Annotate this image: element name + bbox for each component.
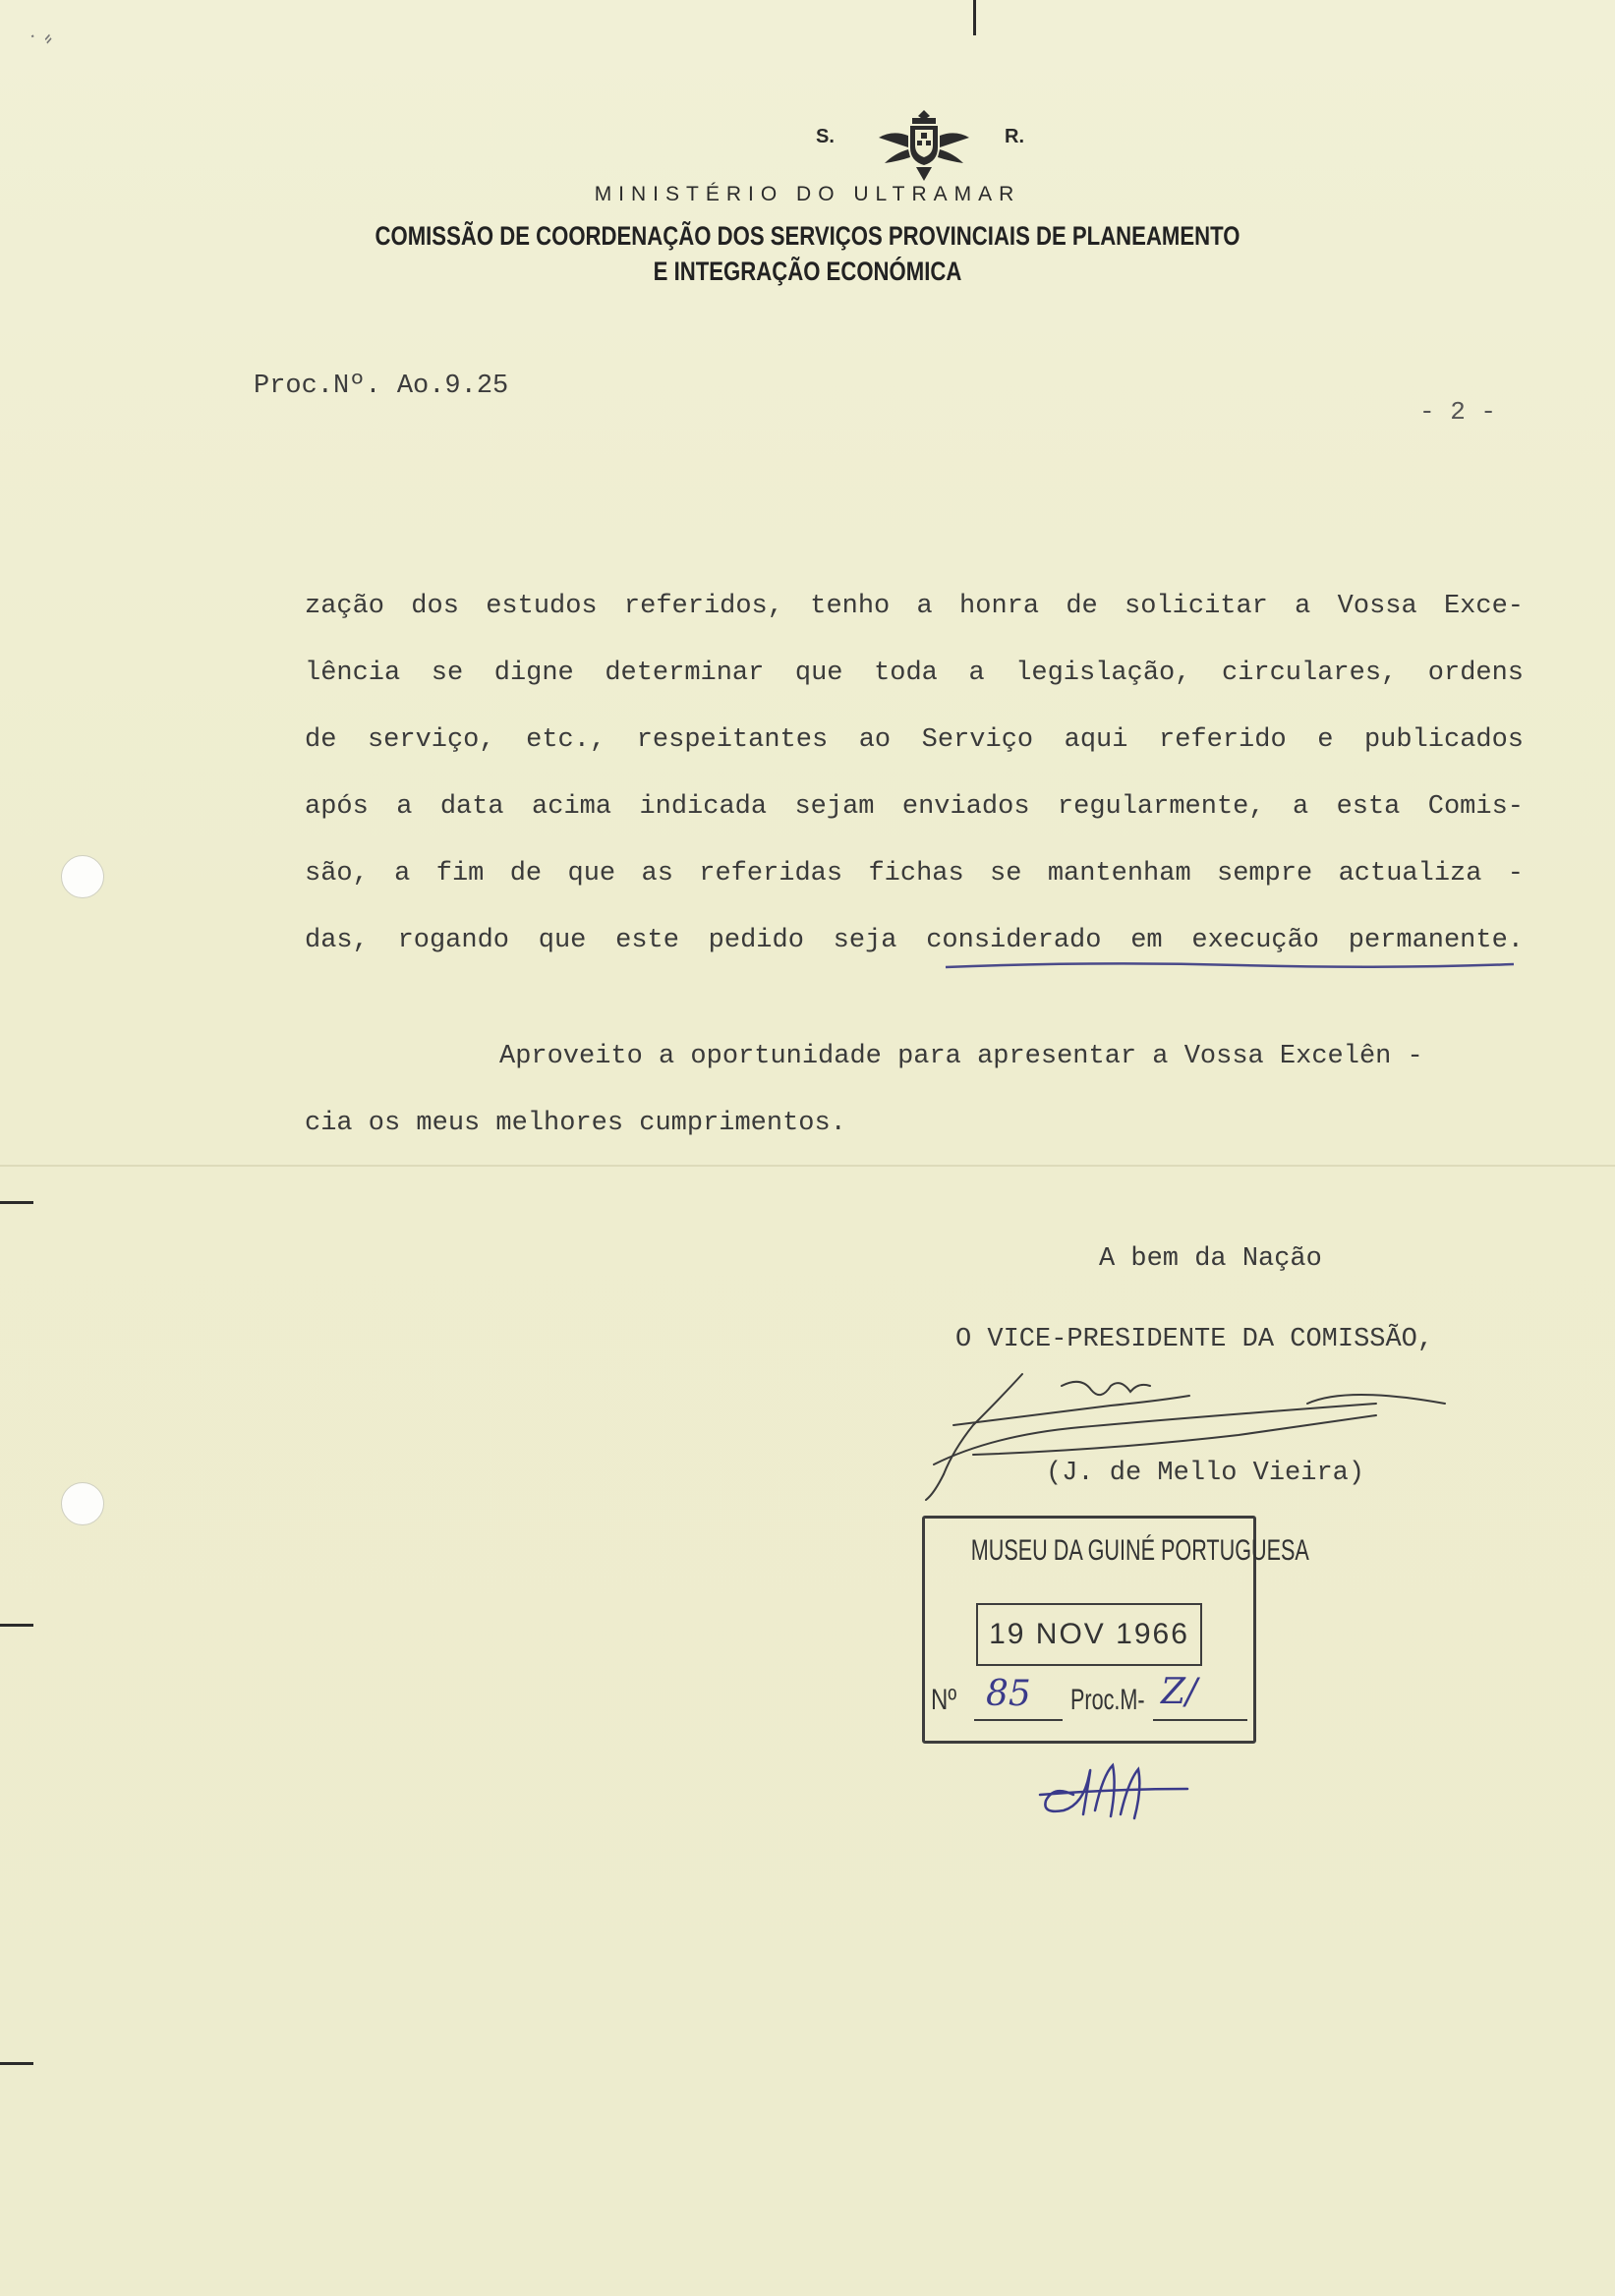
salutation: A bem da Nação: [1099, 1244, 1322, 1274]
body-line: são, a fim de que as referidas fichas se mantenham sempre actualiza -: [305, 859, 1524, 889]
stamp-proc-line: [1153, 1719, 1247, 1721]
pen-underline: [944, 959, 1516, 973]
page-number: - 2 -: [1419, 397, 1497, 427]
page-fold: [0, 1165, 1615, 1167]
body-line: zação dos estudos referidos, tenho a honra de solicitar a Vossa Exce-: [305, 592, 1524, 621]
stamp-title: MUSEU DA GUINÉ PORTUGUESA: [970, 1534, 1309, 1567]
museum-stamp: [922, 1516, 1309, 1744]
ministry-name: MINISTÉRIO DO ULTRAMAR: [594, 183, 1021, 205]
letterhead-right-letter: R.: [1005, 126, 1024, 147]
edge-mark: [0, 1624, 33, 1627]
closing-paragraph-line-1: Aproveito a oportunidade para apresentar a Vossa Excelên -: [499, 1042, 1423, 1071]
commission-line-2: E INTEGRAÇÃO ECONÓMICA: [653, 257, 962, 286]
stamp-date: 19 NOV 1966: [976, 1603, 1202, 1666]
stamp-number-value: 85: [986, 1674, 1031, 1714]
body-line: após a data acima indicada sejam enviados regularmente, a esta Comis-: [305, 792, 1524, 822]
signatory-title: O VICE-PRESIDENTE DA COMISSÃO,: [955, 1325, 1434, 1354]
edge-mark: [0, 1201, 33, 1204]
closing-paragraph-line-2: cia os meus melhores cumprimentos.: [305, 1109, 846, 1138]
stamp-number-label: Nº: [931, 1684, 957, 1716]
corner-mark: ˙⸗: [25, 25, 60, 59]
commission-name: [145, 218, 1470, 289]
letterhead-left-letter: S.: [816, 126, 835, 147]
body-line: de serviço, etc., respeitantes ao Serviço aqui referido e publicados: [305, 725, 1524, 755]
process-reference: Proc.Nº. Ao.9.25: [254, 372, 509, 401]
stamp-proc-label: Proc.M-: [1070, 1684, 1145, 1716]
stamp-proc-value: Z/: [1161, 1672, 1198, 1712]
punch-hole: [61, 1482, 104, 1525]
handwritten-initials: [1034, 1746, 1201, 1824]
punch-hole: [61, 855, 104, 898]
top-edge-mark: [973, 0, 976, 35]
stamp-number-line: [974, 1719, 1063, 1721]
commission-line-1: COMISSÃO DE COORDENAÇÃO DOS SERVIÇOS PROVINCIAIS DE PLANEAMENTO: [375, 221, 1240, 251]
signatory-name: (J. de Mello Vieira): [1046, 1459, 1365, 1488]
coat-of-arms-icon: [875, 106, 973, 185]
edge-mark: [0, 2062, 33, 2065]
body-line: das, rogando que este pedido seja considerado em execução permanente.: [305, 926, 1524, 955]
body-line: lência se digne determinar que toda a legislação, circulares, ordens: [305, 659, 1524, 688]
